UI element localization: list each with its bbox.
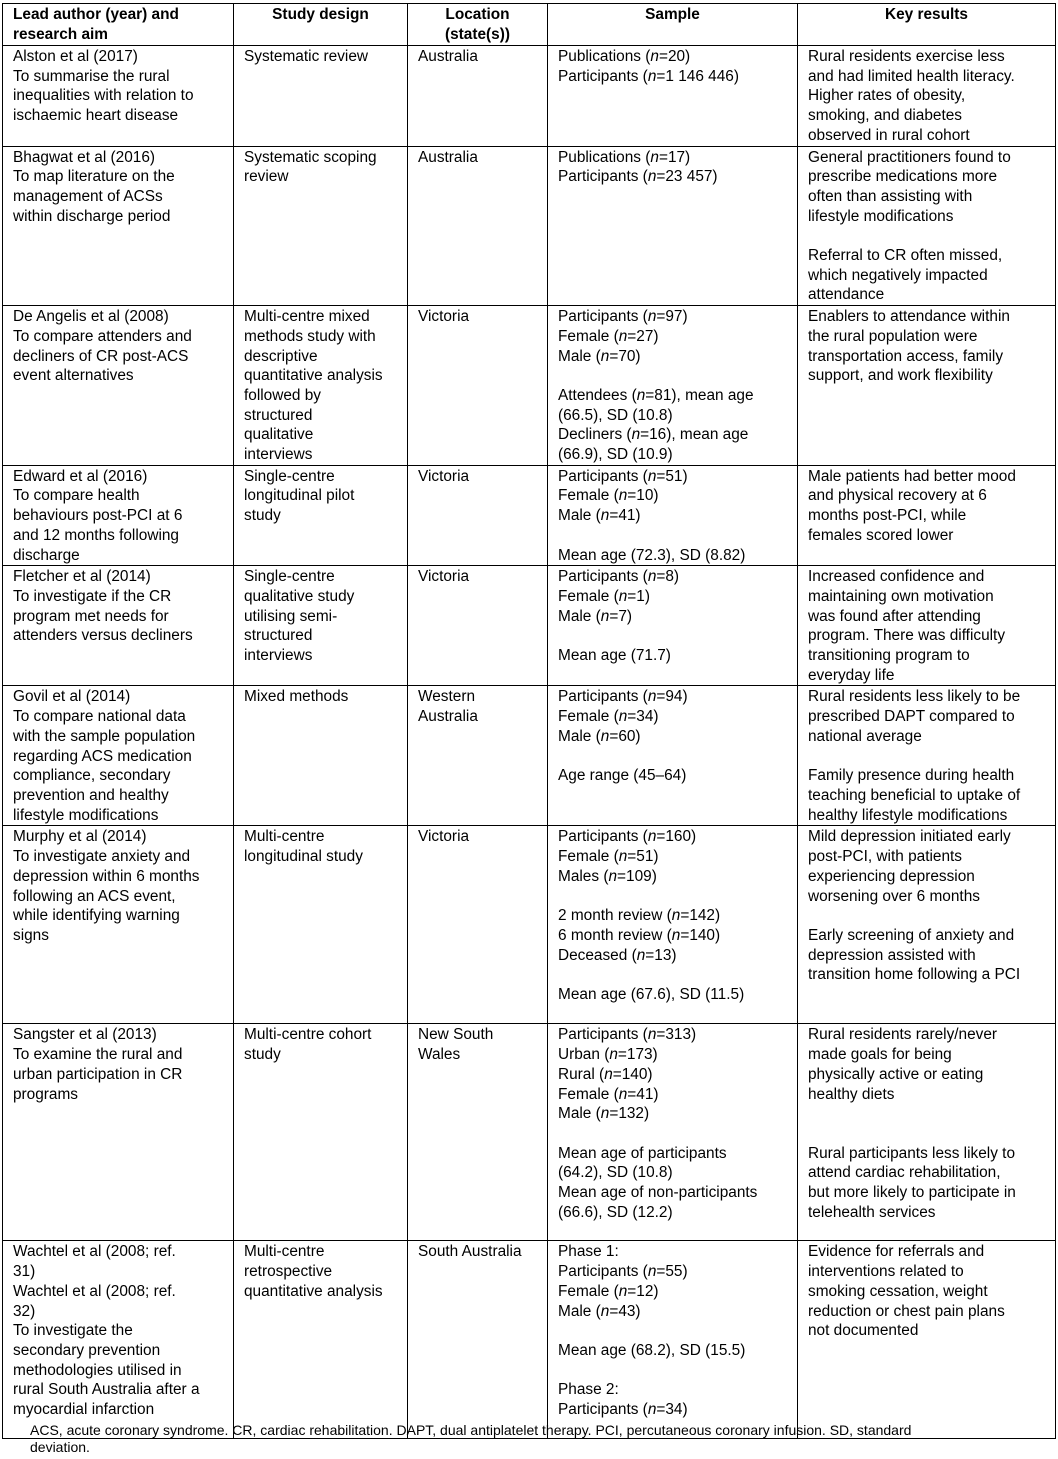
cell-line: and 12 months following: [13, 526, 179, 544]
cell-line: attend cardiac rehabilitation,: [808, 1164, 1001, 1182]
cell-line: Participants (n=51): [558, 467, 688, 485]
cell-line: Fletcher et al (2014): [13, 568, 151, 586]
cell-line: Victoria: [418, 828, 470, 846]
cell-line: which negatively impacted: [808, 266, 988, 284]
cell-line: [808, 1124, 1045, 1144]
cell-line: Multi-centre: [244, 1243, 325, 1261]
cell-line: Referral to CR often missed,: [808, 247, 1003, 265]
cell-line: but more likely to participate in: [808, 1184, 1016, 1202]
cell-line: programs: [13, 1085, 79, 1103]
location-cell: [408, 465, 548, 566]
cell-line: Rural residents less likely to be: [808, 688, 1021, 706]
cell-line: ischaemic heart disease: [13, 107, 179, 125]
cell-line: quantitative analysis: [244, 367, 383, 385]
cell-line: interventions related to: [808, 1263, 964, 1281]
cell-line: the rural population were: [808, 327, 978, 345]
cell-line: Mean age of participants: [558, 1144, 727, 1162]
cell-line: study: [244, 507, 281, 525]
cell-line: [558, 366, 787, 386]
cell-line: program met needs for: [13, 607, 169, 625]
cell-line: Participants (n=160): [558, 828, 697, 846]
cell-line: Males (n=109): [558, 867, 657, 885]
cell-line: Female (n=34): [558, 708, 659, 726]
cell-line: Single-centre: [244, 467, 335, 485]
cell-line: reduction or chest pain plans: [808, 1302, 1005, 1320]
cell-line: 32): [13, 1302, 36, 1320]
table-footnote: ACS, acute coronary syndrome. CR, cardiac rehabilitation. DAPT, dual antiplatelet therapy. PCI, percutaneous coronary infusion. SD, standard deviation.: [30, 1422, 912, 1455]
location-cell: [408, 1241, 548, 1439]
cell-line: depression within 6 months: [13, 867, 200, 885]
cell-line: support, and work flexibility: [808, 367, 993, 385]
cell-line: healthy lifestyle modifications: [808, 806, 1008, 824]
cell-line: Family presence during health: [808, 767, 1015, 785]
cell-line: post-PCI, with patients: [808, 848, 962, 866]
cell-line: Alston et al (2017): [13, 48, 138, 65]
cell-line: Male (n=60): [558, 727, 641, 745]
study-design-cell: [234, 46, 408, 147]
cell-line: everyday life: [808, 666, 895, 684]
cell-line: Enablers to attendance within: [808, 308, 1010, 326]
cell-line: Systematic review: [244, 48, 369, 65]
cell-line: (66.6), SD (12.2): [558, 1203, 673, 1221]
cell-line: General practitioners found to: [808, 148, 1011, 166]
cell-line: Mean age (67.6), SD (11.5): [558, 986, 745, 1004]
cell-line: utilising semi-: [244, 607, 338, 625]
cell-line: prescribed DAPT compared to: [808, 708, 1015, 726]
cell-line: females scored lower: [808, 526, 954, 544]
cell-line: qualitative study: [244, 587, 355, 605]
cell-line: smoking, and diabetes: [808, 107, 963, 125]
cell-line: Female (n=27): [558, 327, 659, 345]
cell-line: Edward et al (2016): [13, 467, 148, 485]
cell-line: Female (n=1): [558, 587, 650, 605]
cell-line: teaching beneficial to uptake of: [808, 786, 1021, 804]
cell-line: methodologies utilised in: [13, 1361, 182, 1379]
cell-line: (66.9), SD (10.9): [558, 446, 673, 464]
cell-line: with the sample population: [13, 727, 196, 745]
cell-line: To summarise the rural: [13, 67, 170, 85]
cell-line: methods study with: [244, 327, 376, 345]
cell-line: Female (n=12): [558, 1282, 659, 1300]
cell-line: often than assisting with: [808, 187, 973, 205]
cell-line: Rural (n=140): [558, 1065, 653, 1083]
cell-line: while identifying warning: [13, 907, 180, 925]
cell-line: [558, 526, 787, 546]
cell-line: retrospective: [244, 1263, 333, 1281]
cell-line: Deceased (n=13): [558, 946, 677, 964]
cell-line: Rural residents exercise less: [808, 48, 1005, 65]
cell-line: secondary prevention: [13, 1342, 161, 1359]
cell-line: Early screening of anxiety and: [808, 926, 1015, 944]
cell-line: Single-centre: [244, 568, 335, 586]
cell-line: Rural residents rarely/never: [808, 1026, 998, 1044]
cell-line: Male (n=7): [558, 607, 633, 625]
sample-cell: [548, 826, 798, 1024]
cell-line: interviews: [244, 647, 313, 665]
lead-author-cell: [3, 686, 234, 826]
cell-line: healthy diets: [808, 1085, 895, 1103]
cell-line: decliners of CR post-ACS: [13, 347, 189, 365]
cell-line: compliance, secondary: [13, 767, 171, 785]
cell-line: Sangster et al (2013): [13, 1026, 157, 1044]
study-design-cell: [234, 465, 408, 566]
cell-line: Attendees (n=81), mean age: [558, 386, 754, 404]
cell-line: To investigate the: [13, 1322, 133, 1340]
cell-line: 6 month review (n=140): [558, 926, 721, 944]
cell-line: South Australia: [418, 1243, 522, 1261]
cell-line: event alternatives: [13, 367, 134, 385]
cell-line: 2 month review (n=142): [558, 907, 721, 925]
cell-line: (66.5), SD (10.8): [558, 406, 673, 424]
study-design-cell: [234, 1024, 408, 1241]
table-row: [3, 686, 1056, 826]
cell-line: Western: [418, 688, 476, 706]
lead-author-cell: [3, 46, 234, 147]
cell-line: followed by: [244, 386, 321, 404]
location-cell: [408, 826, 548, 1024]
cell-line: smoking cessation, weight: [808, 1282, 988, 1300]
cell-line: Female (n=10): [558, 487, 659, 505]
cell-line: Rural participants less likely to: [808, 1144, 1015, 1162]
key-results-cell: [798, 1024, 1056, 1241]
cell-line: review: [244, 168, 289, 186]
location-cell: [408, 46, 548, 147]
cell-line: transition home following a PCI: [808, 966, 1021, 984]
sample-cell: [548, 1241, 798, 1439]
cell-line: Australia: [418, 48, 478, 65]
cell-line: Male (n=41): [558, 507, 641, 525]
study-design-cell: [234, 1241, 408, 1439]
cell-line: Mild depression initiated early: [808, 828, 1011, 846]
lead-author-cell: [3, 1241, 234, 1439]
table-row: [3, 146, 1056, 306]
study-design-cell: [234, 826, 408, 1024]
cell-line: regarding ACS medication: [13, 747, 192, 765]
cell-line: To examine the rural and: [13, 1046, 183, 1064]
cell-line: Phase 1:: [558, 1243, 619, 1261]
cell-line: Male (n=70): [558, 347, 641, 365]
cell-line: To compare health: [13, 487, 140, 505]
cell-line: Participants (n=97): [558, 308, 688, 326]
cell-line: worsening over 6 months: [808, 887, 980, 905]
cell-line: Participants (n=94): [558, 688, 688, 706]
cell-line: Wachtel et al (2008; ref.: [13, 1243, 176, 1261]
table-row: [3, 465, 1056, 566]
sample-cell: [548, 1024, 798, 1241]
key-results-cell: [798, 465, 1056, 566]
cell-line: Mean age (71.7): [558, 647, 671, 665]
table-row: [3, 46, 1056, 147]
cell-line: prevention and healthy: [13, 787, 169, 804]
lead-author-cell: [3, 465, 234, 566]
sample-cell: [548, 566, 798, 686]
cell-line: Participants (n=23 457): [558, 168, 718, 186]
cell-line: transportation access, family: [808, 347, 1004, 365]
cell-line: Female (n=41): [558, 1085, 659, 1103]
cell-line: attenders versus decliners: [13, 627, 193, 645]
sample-cell: [548, 465, 798, 566]
lead-author-cell: [3, 306, 234, 466]
cell-line: Female (n=51): [558, 848, 659, 866]
cell-line: Urban (n=173): [558, 1046, 658, 1064]
header-key-results: Key results: [798, 4, 1056, 46]
cell-line: Australia: [418, 708, 478, 726]
cell-line: To investigate if the CR: [13, 587, 172, 605]
cell-line: Mean age of non-participants: [558, 1184, 758, 1202]
studies-table: [2, 3, 1056, 1439]
location-cell: [408, 146, 548, 306]
lead-author-cell: [3, 566, 234, 686]
cell-line: Decliners (n=16), mean age: [558, 426, 749, 444]
cell-line: Victoria: [418, 308, 470, 326]
cell-line: study: [244, 1046, 281, 1064]
cell-line: lifestyle modifications: [808, 207, 954, 225]
cell-line: prescribe medications more: [808, 168, 998, 186]
cell-line: following an ACS event,: [13, 887, 176, 905]
table-row: [3, 566, 1056, 686]
cell-line: To investigate anxiety and: [13, 848, 191, 866]
sample-cell: [548, 686, 798, 826]
cell-line: De Angelis et al (2008): [13, 308, 169, 326]
cell-line: Govil et al (2014): [13, 688, 131, 706]
cell-line: Murphy et al (2014): [13, 828, 147, 846]
header-location: Location (state(s)): [408, 4, 548, 46]
study-design-cell: [234, 146, 408, 306]
cell-line: Participants (n=34): [558, 1401, 688, 1419]
cell-line: Multi-centre mixed: [244, 308, 370, 326]
cell-line: transitioning program to: [808, 647, 970, 665]
cell-line: Bhagwat et al (2016): [13, 148, 156, 166]
key-results-cell: [798, 46, 1056, 147]
cell-line: inequalities with relation to: [13, 87, 194, 105]
cell-line: Participants (n=8): [558, 568, 680, 586]
cell-line: signs: [13, 927, 49, 944]
key-results-cell: [798, 566, 1056, 686]
table-row: [3, 306, 1056, 466]
cell-line: Increased confidence and: [808, 568, 985, 586]
cell-line: 31): [13, 1263, 36, 1281]
cell-line: Systematic scoping: [244, 148, 377, 166]
cell-line: physically active or eating: [808, 1065, 984, 1083]
cell-line: descriptive: [244, 347, 318, 365]
cell-line: [808, 1104, 1045, 1124]
location-cell: [408, 686, 548, 826]
cell-line: Participants (n=313): [558, 1026, 697, 1044]
cell-line: and had limited health literacy.: [808, 67, 1015, 85]
cell-line: Phase 2:: [558, 1381, 619, 1399]
cell-line: Age range (45–64): [558, 767, 687, 785]
study-design-cell: [234, 566, 408, 686]
cell-line: To compare national data: [13, 708, 186, 726]
cell-line: [808, 906, 1045, 926]
sample-cell: [548, 306, 798, 466]
key-results-cell: [798, 146, 1056, 306]
cell-line: Participants (n=55): [558, 1263, 688, 1281]
cell-line: Mean age (68.2), SD (15.5): [558, 1341, 746, 1359]
cell-line: Victoria: [418, 568, 470, 586]
cell-line: rural South Australia after a: [13, 1381, 200, 1399]
cell-line: New South: [418, 1026, 494, 1044]
cell-line: Male (n=132): [558, 1105, 650, 1123]
cell-line: within discharge period: [13, 207, 171, 225]
cell-line: Multi-centre cohort: [244, 1026, 372, 1044]
cell-line: Higher rates of obesity,: [808, 87, 966, 105]
cell-line: [558, 626, 787, 646]
cell-line: was found after attending: [808, 607, 981, 625]
location-cell: [408, 566, 548, 686]
cell-line: and physical recovery at 6: [808, 487, 987, 505]
cell-line: experiencing depression: [808, 867, 975, 885]
cell-line: Male patients had better mood: [808, 467, 1016, 485]
cell-line: [558, 1321, 787, 1341]
cell-line: myocardial infarction: [13, 1401, 155, 1419]
cell-line: Multi-centre: [244, 828, 325, 846]
study-design-cell: [234, 686, 408, 826]
cell-line: Victoria: [418, 467, 470, 485]
table-row: [3, 826, 1056, 1024]
cell-line: [558, 887, 787, 907]
cell-line: depression assisted with: [808, 946, 976, 964]
cell-line: lifestyle modifications: [13, 806, 159, 824]
cell-line: Mean age (72.3), SD (8.82): [558, 546, 746, 564]
lead-author-cell: [3, 146, 234, 306]
cell-line: urban participation in CR: [13, 1065, 183, 1083]
cell-line: Evidence for referrals and: [808, 1243, 985, 1261]
cell-line: structured: [244, 406, 313, 424]
cell-line: not documented: [808, 1322, 919, 1340]
header-sample: Sample: [548, 4, 798, 46]
cell-line: Australia: [418, 148, 478, 166]
location-cell: [408, 1024, 548, 1241]
study-design-cell: [234, 306, 408, 466]
header-study-design: Study design: [234, 4, 408, 46]
cell-line: quantitative analysis: [244, 1282, 383, 1300]
cell-line: discharge: [13, 546, 80, 564]
cell-line: Publications (n=17): [558, 148, 691, 166]
cell-line: Male (n=43): [558, 1302, 641, 1320]
cell-line: [558, 1124, 787, 1144]
cell-line: telehealth services: [808, 1203, 936, 1221]
cell-line: interviews: [244, 446, 313, 464]
cell-line: (64.2), SD (10.8): [558, 1164, 673, 1182]
key-results-cell: [798, 306, 1056, 466]
cell-line: attendance: [808, 286, 885, 304]
key-results-cell: [798, 826, 1056, 1024]
table-row: [3, 1024, 1056, 1241]
cell-line: qualitative: [244, 426, 314, 444]
table-row: [3, 1241, 1056, 1439]
sample-cell: [548, 46, 798, 147]
cell-line: [558, 965, 787, 985]
cell-line: observed in rural cohort: [808, 126, 970, 144]
sample-cell: [548, 146, 798, 306]
cell-line: [558, 747, 787, 767]
cell-line: [808, 226, 1045, 246]
table-header-row: [3, 4, 1056, 46]
cell-line: Wachtel et al (2008; ref.: [13, 1282, 176, 1300]
cell-line: Participants (n=1 146 446): [558, 67, 739, 85]
cell-line: behaviours post-PCI at 6: [13, 507, 183, 525]
cell-line: Publications (n=20): [558, 48, 691, 65]
cell-line: maintaining own motivation: [808, 587, 994, 605]
header-lead-author: Lead author (year) and research aim: [3, 4, 234, 46]
cell-line: national average: [808, 727, 922, 745]
key-results-cell: [798, 1241, 1056, 1439]
cell-line: Wales: [418, 1046, 461, 1064]
cell-line: To map literature on the: [13, 168, 175, 186]
cell-line: [808, 747, 1045, 767]
cell-line: management of ACSs: [13, 187, 163, 205]
cell-line: structured: [244, 627, 313, 645]
key-results-cell: [798, 686, 1056, 826]
cell-line: To compare attenders and: [13, 327, 192, 345]
location-cell: [408, 306, 548, 466]
lead-author-cell: [3, 826, 234, 1024]
cell-line: made goals for being: [808, 1046, 952, 1064]
cell-line: months post-PCI, while: [808, 507, 967, 525]
cell-line: [558, 1361, 787, 1381]
cell-line: Mixed methods: [244, 688, 349, 706]
lead-author-cell: [3, 1024, 234, 1241]
cell-line: longitudinal study: [244, 848, 363, 866]
cell-line: longitudinal pilot: [244, 487, 355, 505]
cell-line: program. There was difficulty: [808, 627, 1006, 645]
